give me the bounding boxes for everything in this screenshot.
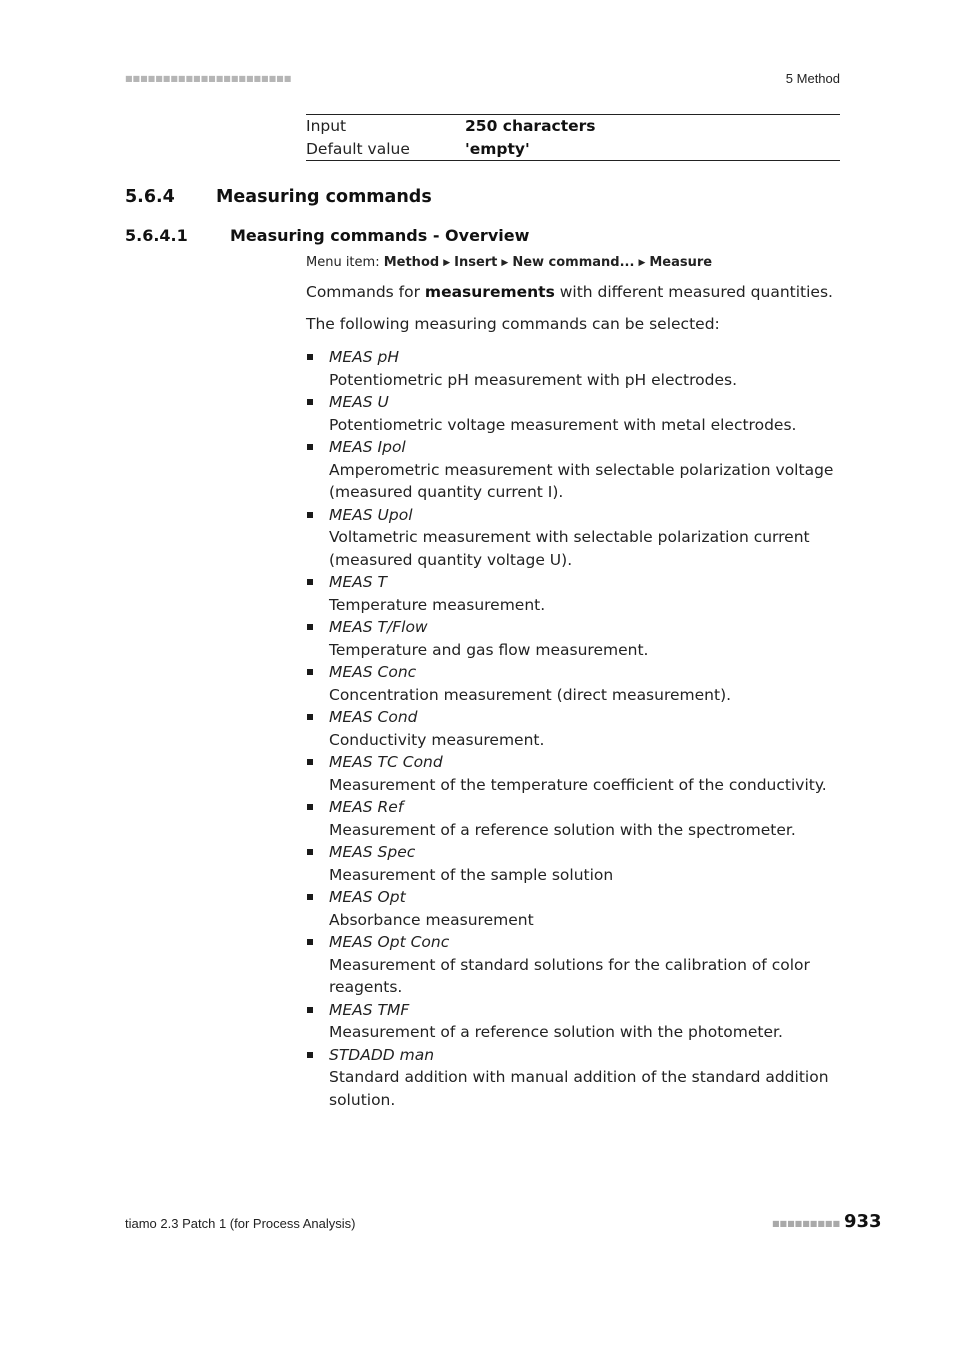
param-row-default-value [306,138,840,161]
section-heading [125,187,432,207]
bullet-icon [307,624,313,630]
command-description: Absorbance measurement [329,910,534,929]
menu-item-measure: Measure [649,255,713,270]
param-label: Input [306,117,347,135]
header-decoration: ■■■■■■■■■■■■■■■■■■■■■■ [125,74,292,83]
menu-item-new-command: New command... [512,255,635,270]
list-item [306,661,836,706]
command-name: MEAS Opt Conc [329,933,450,951]
param-label: Default value [306,139,410,158]
menu-arrow-icon: ▶ [638,258,646,268]
menu-item-insert: Insert [454,255,498,270]
list-item [306,999,836,1044]
intro-emphasis: measurements [424,283,555,301]
list-item [306,841,836,886]
footer-decoration: ■■■■■■■■■ [772,1219,841,1228]
param-value: 'empty' [465,139,530,158]
bullet-icon [307,804,313,810]
command-name: MEAS U [329,393,389,411]
command-description: Voltametric measurement with selectable polarization current (measured quantity voltage U). [329,528,810,569]
command-description: Measurement of a reference solution with the photometer. [329,1023,783,1041]
intro-paragraph [306,283,833,301]
list-item [306,346,836,391]
bullet-icon [307,444,313,450]
command-description: Measurement of the temperature coefficient of the conductivity. [329,775,827,794]
bullet-icon [307,512,313,518]
command-description: Measurement of a reference solution with the spectrometer. [329,820,796,839]
bullet-icon [307,354,313,360]
command-description: Potentiometric pH measurement with pH electrodes. [329,370,738,389]
bullet-icon [307,849,313,855]
running-header-chapter: 5 Method [785,71,840,86]
bullet-icon [307,1052,313,1058]
list-item [306,751,836,796]
command-name: MEAS Cond [329,708,418,726]
footer-product: tiamo 2.3 Patch 1 (for Process Analysis) [125,1216,356,1231]
bullet-icon [307,1007,313,1013]
intro-text: Commands for [306,283,425,301]
list-item [306,886,836,931]
bullet-icon [307,714,313,720]
command-description: Temperature and gas flow measurement. [329,640,649,659]
bullet-icon [307,939,313,945]
command-name: MEAS Upol [329,505,413,524]
bullet-icon [307,579,313,585]
command-name: MEAS Spec [329,843,416,861]
list-item [306,436,836,504]
bullet-icon [307,669,313,675]
command-name: MEAS Ref [329,798,404,816]
list-item [306,571,836,616]
command-name: MEAS Opt [329,888,406,906]
page-number: 933 [844,1211,882,1232]
subsection-heading [125,226,529,245]
bullet-icon [307,759,313,765]
command-name: MEAS TC Cond [329,753,443,771]
command-description: Potentiometric voltage measurement with metal electrodes. [329,415,797,434]
menu-arrow-icon: ▶ [501,258,509,268]
parameter-table [306,114,840,161]
menu-path-prefix: Menu item: [306,255,380,270]
command-name: MEAS TMF [329,1000,410,1019]
list-item [306,796,836,841]
list-item [306,616,836,661]
param-row-input [306,115,840,138]
command-description: Concentration measurement (direct measurement). [329,685,732,704]
command-description: Standard addition with manual addition of the standard addition solution. [329,1068,829,1109]
command-description: Temperature measurement. [329,595,546,614]
lead-paragraph: The following measuring commands can be selected: [306,315,720,333]
menu-item-method: Method [383,255,440,270]
command-name: MEAS T [329,573,388,591]
command-name: MEAS T/Flow [329,618,428,636]
section-title: Measuring commands [216,187,432,207]
menu-path [306,255,712,270]
list-item [306,706,836,751]
command-name: MEAS Conc [329,663,417,681]
section-number: 5.6.4 [125,187,175,207]
bullet-icon [307,894,313,900]
command-description: Measurement of the sample solution [329,865,614,884]
list-item [306,504,836,572]
subsection-title: Measuring commands - Overview [230,226,530,245]
command-description: Conductivity measurement. [329,730,545,749]
param-value: 250 characters [465,117,596,135]
command-list [306,346,836,1111]
command-name: MEAS Ipol [329,438,406,456]
intro-text: with different measured quantities. [554,283,833,301]
bullet-icon [307,399,313,405]
menu-arrow-icon: ▶ [443,258,451,268]
command-name: STDADD man [329,1045,435,1064]
list-item [306,931,836,999]
command-name: MEAS pH [329,348,400,366]
list-item [306,1044,836,1112]
list-item [306,391,836,436]
command-description: Measurement of standard solutions for the calibration of color reagents. [329,955,810,996]
command-description: Amperometric measurement with selectable polarization voltage (measured quantity current I). [329,460,834,501]
subsection-number: 5.6.4.1 [125,226,188,245]
